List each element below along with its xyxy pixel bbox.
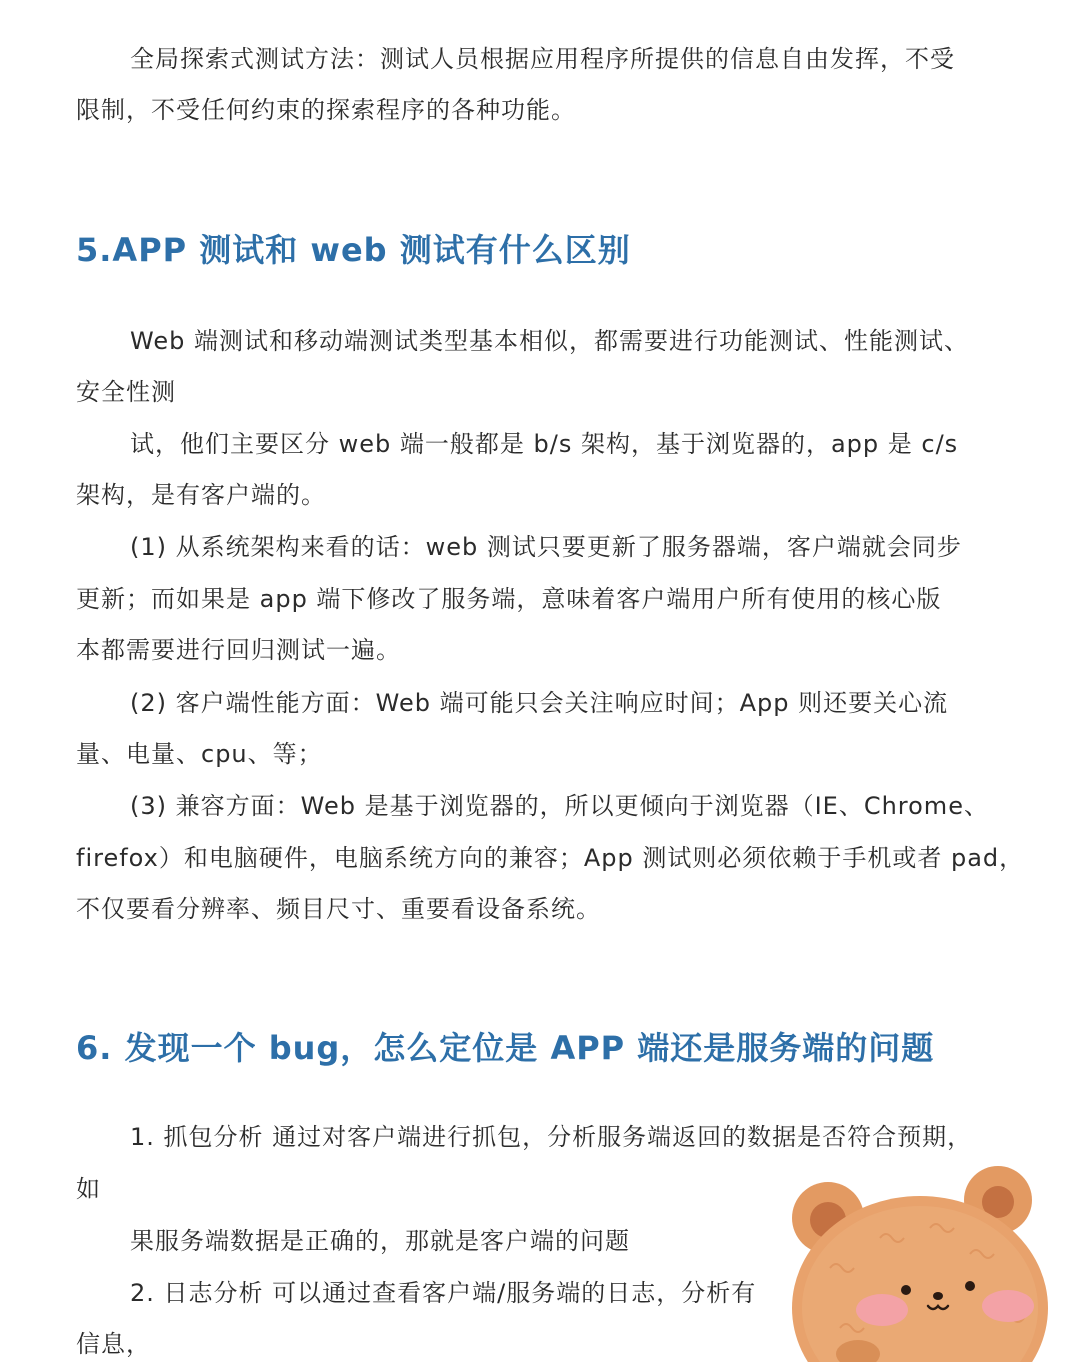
section-6-line: 如 — [76, 1175, 101, 1203]
section-5-line: 安全性测 — [76, 378, 176, 406]
section-6-line: 2. 日志分析 可以通过查看客户端/服务端的日志，分析有 — [130, 1279, 757, 1307]
section-5-line: (3) 兼容方面：Web 是基于浏览器的，所以更倾向于浏览器（IE、Chrome、 — [130, 792, 989, 820]
section-6-line: 1. 抓包分析 通过对客户端进行抓包，分析服务端返回的数据是否符合预期， — [130, 1123, 973, 1151]
intro-line-2: 限制，不受任何约束的探索程序的各种功能。 — [76, 96, 576, 124]
section-5-line: Web 端测试和移动端测试类型基本相似，都需要进行功能测试、性能测试、 — [130, 327, 969, 355]
section-5-line: 不仅要看分辨率、频目尺寸、重要看设备系统。 — [76, 895, 601, 923]
section-5-line: (2) 客户端性能方面：Web 端可能只会关注响应时间；App 则还要关心流 — [130, 689, 949, 717]
section-6-line: 信息， — [76, 1330, 151, 1358]
section-6-line: 果服务端数据是正确的，那就是客户端的问题 — [130, 1227, 630, 1255]
section-5-line: firefox）和电脑硬件，电脑系统方向的兼容；App 测试则必须依赖于手机或者 pad， — [76, 844, 1025, 872]
section-5-line: 架构，是有客户端的。 — [76, 481, 326, 509]
section-5-line: 更新；而如果是 app 端下修改了服务端，意味着客户端用户所有使用的核心版 — [76, 585, 942, 613]
section-5-heading: 5.APP 测试和 web 测试有什么区别 — [76, 231, 631, 269]
section-5-line: (1) 从系统架构来看的话：web 测试只要更新了服务器端，客户端就会同步 — [130, 533, 962, 561]
section-5-line: 本都需要进行回归测试一遍。 — [76, 636, 401, 664]
intro-line-1: 全局探索式测试方法：测试人员根据应用程序所提供的信息自由发挥，不受 — [130, 45, 955, 73]
section-6-heading: 6. 发现一个 bug，怎么定位是 APP 端还是服务端的问题 — [76, 1029, 935, 1067]
teddy-bear-icon — [770, 1158, 1080, 1362]
section-5-line: 量、电量、cpu、等； — [76, 740, 323, 768]
section-5-line: 试，他们主要区分 web 端一般都是 b/s 架构，基于浏览器的，app 是 c/s — [130, 430, 959, 458]
